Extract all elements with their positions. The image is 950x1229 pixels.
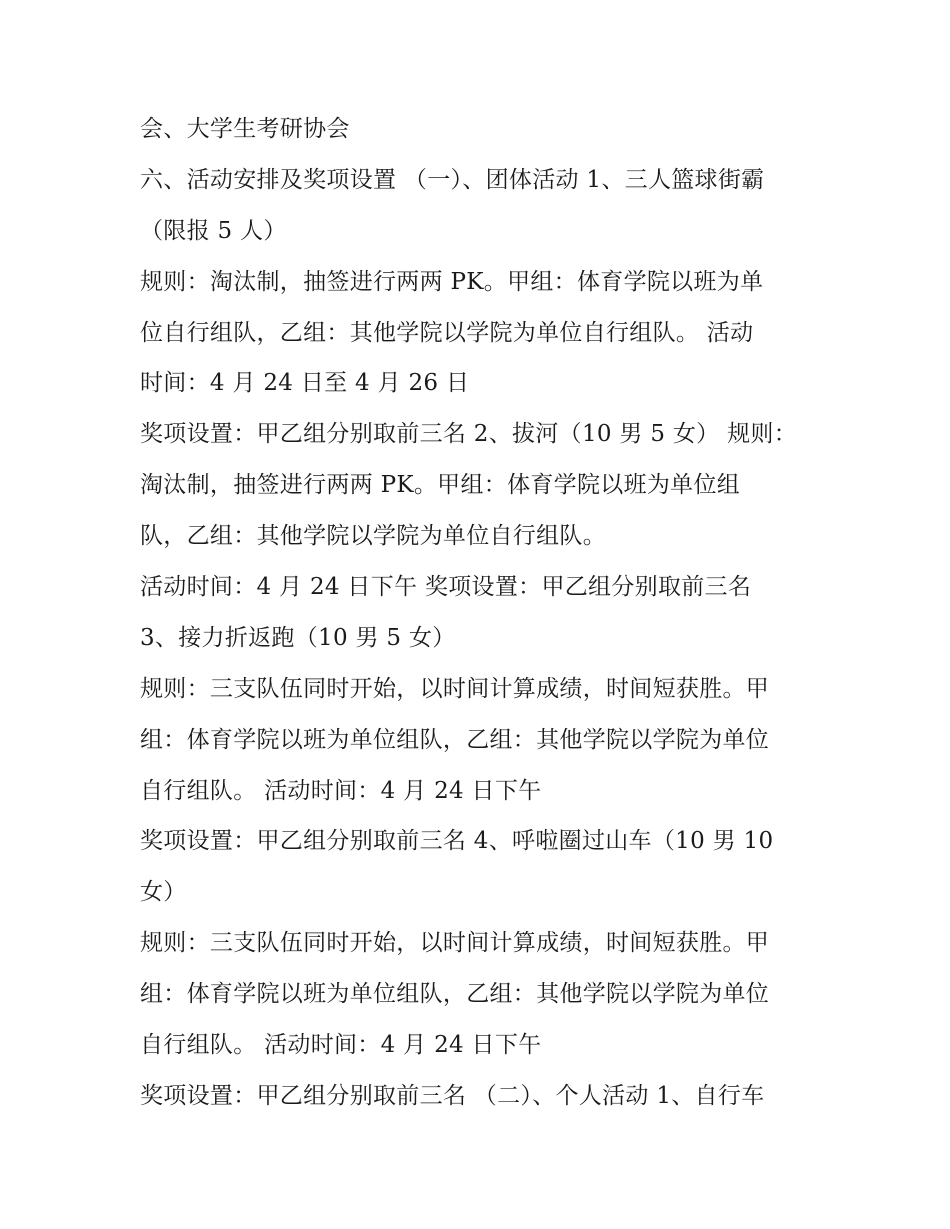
text-line: 规则：三支队伍同时开始，以时间计算成绩，时间短获胜。甲 <box>140 930 770 957</box>
text-line: （限报 5 人） <box>140 217 287 244</box>
text-line: 奖项设置：甲乙组分别取前三名 （二）、个人活动 1、自行车 <box>140 1082 765 1109</box>
text-line: 时间：4 月 24 日至 4 月 26 日 <box>140 370 470 397</box>
text-line: 队，乙组：其他学院以学院为单位自行组队。 <box>140 523 606 550</box>
text-line: 奖项设置：甲乙组分别取前三名 2、拔河（10 男 5 女） 规则： <box>140 421 797 448</box>
text-line: 活动时间：4 月 24 日下午 奖项设置：甲乙组分别取前三名 <box>140 574 752 601</box>
document-body <box>140 104 830 1122</box>
text-line: 自行组队。 活动时间：4 月 24 日下午 <box>140 777 542 804</box>
text-line: 淘汰制，抽签进行两两 PK。甲组：体育学院以班为单位组 <box>140 472 741 499</box>
text-line: 六、活动安排及奖项设置 （一）、团体活动 1、三人篮球街霸 <box>140 166 765 193</box>
text-line: 规则：三支队伍同时开始，以时间计算成绩，时间短获胜。甲 <box>140 675 770 702</box>
text-line: 3、接力折返跑（10 男 5 女） <box>140 624 456 651</box>
text-line: 自行组队。 活动时间：4 月 24 日下午 <box>140 1032 542 1059</box>
text-line: 奖项设置：甲乙组分别取前三名 4、呼啦圈过山车（10 男 10 <box>140 828 774 855</box>
text-line: 组：体育学院以班为单位组队，乙组：其他学院以学院为单位 <box>140 981 770 1008</box>
text-line: 女） <box>140 879 187 906</box>
text-line: 位自行组队，乙组：其他学院以学院为单位自行组队。 活动 <box>140 319 754 346</box>
text-line: 规则：淘汰制，抽签进行两两 PK。甲组：体育学院以班为单 <box>140 268 764 295</box>
text-line: 会、大学生考研协会 <box>140 116 350 142</box>
text-line: 组：体育学院以班为单位组队，乙组：其他学院以学院为单位 <box>140 726 770 753</box>
